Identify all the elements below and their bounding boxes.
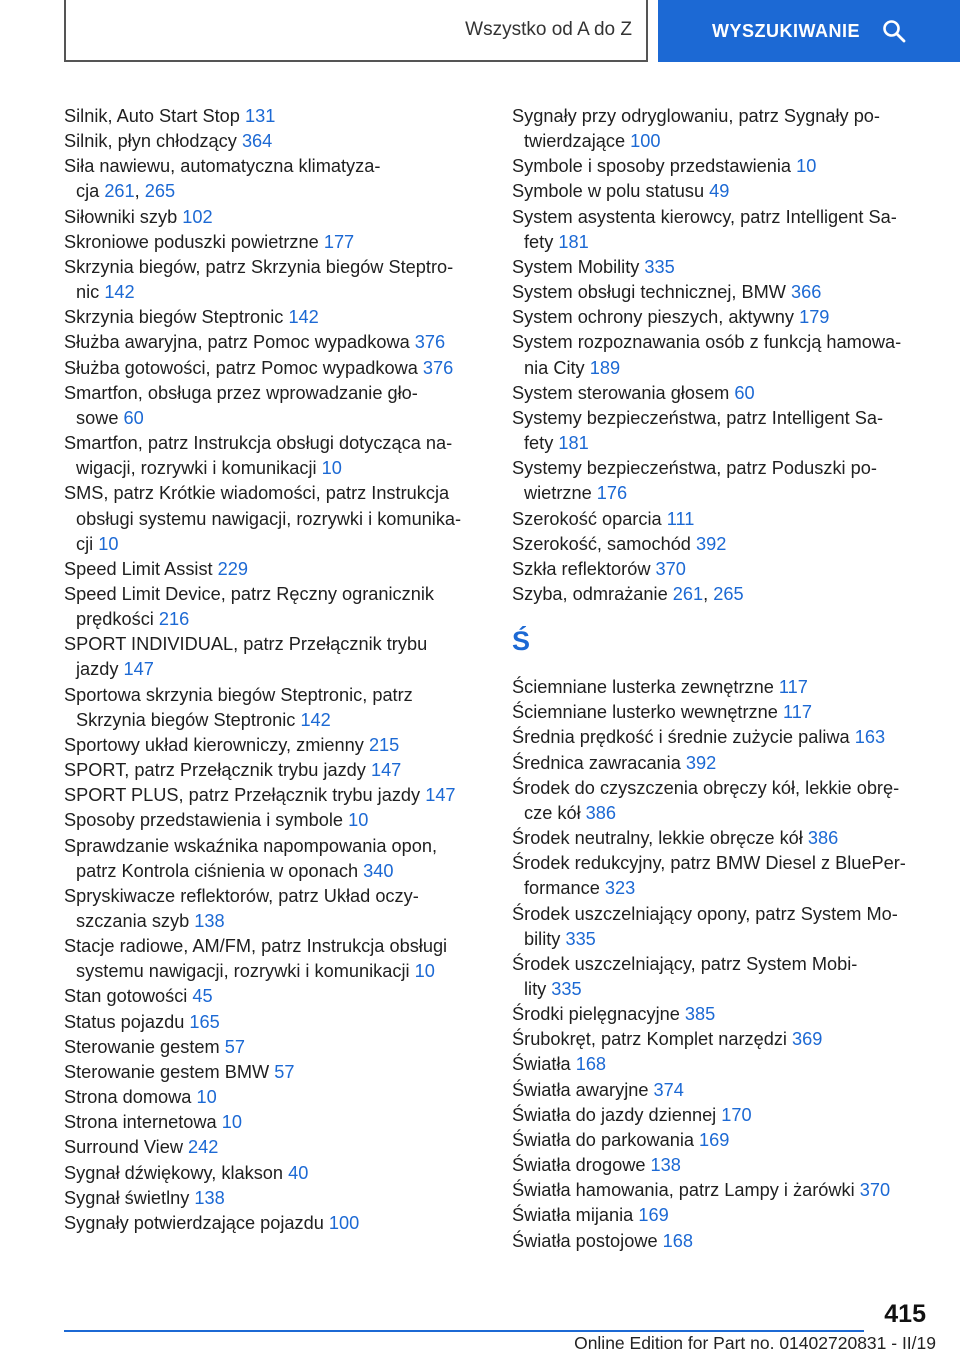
index-entry-text: Spryskiwacze reflektorów, patrz Układ oczy-: [64, 885, 419, 906]
page-link[interactable]: 215: [368, 734, 400, 755]
index-entry-text: Skrzynia biegów Steptronic: [76, 709, 296, 730]
index-entry-text: Szyba, odmrażanie: [512, 583, 668, 604]
index-entry: [512, 1078, 932, 1103]
index-entry-text: Sportowa skrzynia biegów Steptronic, patrz: [64, 684, 413, 705]
page-link[interactable]: 364: [241, 131, 273, 152]
page-link[interactable]: 117: [778, 677, 808, 698]
index-entry: [64, 330, 484, 355]
page-link[interactable]: 335: [565, 928, 596, 949]
index-entry-text: Smartfon, obsługa przez wprowadzanie gło-: [64, 382, 418, 403]
page-link[interactable]: 374: [653, 1079, 684, 1100]
page-link[interactable]: 169: [699, 1129, 730, 1150]
index-entry: [512, 154, 932, 179]
page-link[interactable]: 10: [414, 961, 435, 982]
tab-a-to-z-label: Wszystko od A do Z: [465, 19, 632, 40]
index-entry-text: jazdy: [76, 659, 119, 680]
index-entry-text: Symbole w polu statusu: [512, 181, 705, 202]
index-entry-text: Średnica zawracania: [512, 752, 681, 773]
footer-edition: Online Edition for Part no. 01402720831 - II/19: [574, 1333, 936, 1353]
page-link[interactable]: 176: [596, 483, 628, 504]
index-entry: [64, 758, 484, 783]
page-link[interactable]: 229: [217, 558, 249, 579]
index-entry-text: Speed Limit Device, patrz Ręczny ogranicznik: [64, 583, 434, 604]
index-entry-text: Skrzynia biegów, patrz Skrzynia biegów Steptro-: [64, 256, 454, 277]
index-entry-text: Surround View: [64, 1137, 183, 1158]
index-entry-text: patrz Kontrola ciśnienia w oponach: [76, 860, 359, 881]
index-entry-text: cze kół: [524, 802, 581, 823]
index-entry: [64, 733, 484, 758]
page-link[interactable]: 40: [288, 1162, 309, 1183]
page-link[interactable]: 60: [734, 382, 755, 403]
index-entry: [512, 104, 932, 154]
index-entry-text: Środek neutralny, lekkie obręcze kół: [512, 828, 803, 849]
page-link[interactable]: 370: [859, 1180, 891, 1201]
page-link[interactable]: 10: [98, 533, 119, 554]
page-link[interactable]: 10: [196, 1087, 217, 1108]
index-entry: Szyba, odmrażanie 261, 265: [512, 583, 744, 604]
index-entry-text: System rozpoznawania osób z funkcją hamowa-: [512, 332, 902, 353]
index-entry: [512, 1027, 932, 1052]
index-entry-text: Światła postojowe: [512, 1230, 658, 1251]
tab-search[interactable]: [658, 0, 960, 62]
index-entry: [64, 230, 484, 255]
page-link[interactable]: 131: [244, 106, 276, 126]
page-link[interactable]: 392: [696, 533, 727, 554]
index-entry: [64, 557, 484, 582]
page-link[interactable]: 147: [370, 760, 402, 781]
index-entry: [64, 431, 484, 481]
index-entry-text: Światła do jazdy dziennej: [512, 1104, 717, 1125]
page-link[interactable]: 142: [288, 307, 319, 328]
index-entry: [512, 280, 932, 305]
index-entry: [64, 1060, 484, 1085]
index-entry-text: Służba awaryjna, patrz Pomoc wypadkowa: [64, 332, 410, 353]
index-entry: [64, 884, 484, 934]
page-link[interactable]: 165: [189, 1011, 220, 1032]
index-entry: [512, 507, 932, 532]
index-entry-text: System sterowania głosem: [512, 382, 730, 403]
page-link[interactable]: 370: [655, 558, 686, 579]
page-link[interactable]: 168: [662, 1230, 694, 1251]
index-entry: [512, 205, 932, 255]
page-link[interactable]: 100: [630, 131, 661, 152]
page-link[interactable]: 335: [644, 256, 675, 277]
index-entry-text: Ściemniane lusterko wewnętrzne: [512, 702, 778, 723]
page-link[interactable]: 369: [792, 1029, 823, 1050]
index-entry-text: Skroniowe poduszki powietrzne: [64, 231, 319, 252]
index-entry-text: cji: [76, 533, 94, 554]
index-entry-text: Środek uszczelniający opony, patrz System Mo-: [512, 903, 898, 924]
index-entry: [512, 179, 932, 204]
index-entry: [64, 129, 484, 154]
index-entry-text: Sterowanie gestem: [64, 1036, 220, 1057]
page-link[interactable]: 117: [782, 702, 812, 723]
index-entry-text: Światła hamowania, patrz Lampy i żarówki: [512, 1180, 855, 1201]
index-entry-text: Stacje radiowe, AM/FM, patrz Instrukcja obsługi: [64, 936, 448, 957]
page-link[interactable]: 138: [194, 1187, 225, 1208]
index-entry: [512, 1203, 932, 1228]
page-link[interactable]: 60: [123, 407, 144, 428]
page-link[interactable]: 169: [638, 1205, 669, 1226]
page-link[interactable]: 385: [684, 1004, 716, 1025]
index-entry-text: Ściemniane lusterka zewnętrzne: [512, 677, 774, 698]
index-entry: [64, 205, 484, 230]
index-entry: [512, 1103, 932, 1128]
index-entry: [512, 725, 932, 750]
index-entry: [512, 1128, 932, 1153]
index-entry: [64, 381, 484, 431]
index-entry-text: SPORT INDIVIDUAL, patrz Przełącznik trybu: [64, 634, 428, 655]
page-link[interactable]: 216: [158, 609, 190, 630]
index-entry-text: SPORT PLUS, patrz Przełącznik trybu jazdy: [64, 785, 421, 806]
page-link[interactable]: 376: [422, 357, 454, 378]
index-entry-text: Siłowniki szyb: [64, 206, 178, 227]
index-entry: [512, 952, 932, 1002]
page-link[interactable]: 100: [328, 1212, 360, 1233]
search-icon: [882, 19, 906, 43]
page-link[interactable]: 386: [807, 828, 839, 849]
index-entry-text: Systemy bezpieczeństwa, patrz Poduszki po-: [512, 458, 877, 479]
index-entry: [512, 902, 932, 952]
tab-a-to-z[interactable]: [64, 0, 648, 62]
index-entry-text: formance: [524, 878, 600, 899]
index-entry-text: Sportowy układ kierowniczy, zmienny: [64, 734, 364, 755]
index-entry: [64, 582, 484, 632]
index-entry: [512, 826, 932, 851]
index-entry: [64, 1135, 484, 1160]
index-entry-text: Status pojazdu: [64, 1011, 185, 1032]
index-entry-text: Światła drogowe: [512, 1155, 646, 1176]
page-link[interactable]: 179: [799, 307, 830, 328]
index-entry: [64, 683, 484, 733]
index-entry-text: Silnik, płyn chłodzący: [64, 131, 237, 152]
index-entry-text: Sterowanie gestem BMW: [64, 1061, 270, 1082]
index-entry-text: Środek do czyszczenia obręczy kół, lekkie obrę-: [512, 777, 900, 798]
page-link[interactable]: 163: [854, 727, 886, 748]
index-entry-text: System obsługi technicznej, BMW: [512, 282, 786, 303]
index-entry-text: Strona internetowa: [64, 1112, 217, 1133]
index-entry-text: Szerokość oparcia: [512, 508, 662, 529]
page-link[interactable]: 10: [221, 1112, 242, 1133]
index-entry: [512, 305, 932, 330]
index-entry-text: nic: [76, 282, 100, 303]
index-entry-text: Silnik, Auto Start Stop: [64, 106, 240, 126]
index-entry-text: Środek redukcyjny, patrz BMW Diesel z BluePer-: [512, 853, 906, 874]
index-entry-text: System Mobility: [512, 256, 640, 277]
index-entry-text: Speed Limit Assist: [64, 558, 213, 579]
index-entry-text: Środki pielęgnacyjne: [512, 1004, 680, 1025]
page-link[interactable]: 147: [425, 785, 456, 806]
index-entry: [512, 381, 932, 406]
top-navigation: [0, 0, 960, 66]
index-entry: [64, 1211, 484, 1236]
index-entry-text: SPORT, patrz Przełącznik trybu jazdy: [64, 760, 366, 781]
index-column-left: [64, 104, 484, 1236]
page-link[interactable]: 138: [194, 911, 225, 931]
index-entry: [64, 104, 484, 129]
index-entry: [512, 456, 932, 506]
page-link[interactable]: 366: [791, 282, 822, 303]
index-entry: [512, 1052, 932, 1077]
index-entry-text: Światła: [512, 1054, 571, 1075]
page-link[interactable]: 392: [685, 752, 717, 773]
page-number: 415: [884, 1300, 926, 1328]
index-entry-text: szczania szyb: [76, 911, 190, 931]
page-link[interactable]: 170: [721, 1104, 752, 1125]
page-link[interactable]: 335: [551, 979, 582, 999]
index-entry-text: Stan gotowości: [64, 986, 188, 1007]
page-link[interactable]: 189: [589, 357, 621, 378]
index-entry: [512, 1229, 932, 1254]
page-link[interactable]: 10: [796, 156, 817, 177]
page-link[interactable]: 177: [323, 231, 355, 252]
page-link[interactable]: 49: [709, 181, 730, 202]
index-entry: [512, 751, 932, 776]
footer-divider: [64, 1330, 864, 1332]
index-entry-text: Smartfon, patrz Instrukcja obsługi dotycząca na-: [64, 433, 453, 454]
index-entry: [512, 255, 932, 280]
page-link[interactable]: 181: [558, 231, 589, 252]
index-entry-text: Systemy bezpieczeństwa, patrz Intelligent Sa-: [512, 407, 883, 428]
index-entry: [512, 330, 932, 380]
index-entry: [512, 1002, 932, 1027]
index-entry: [64, 1035, 484, 1060]
index-entry-text: Średnia prędkość i średnie zużycie paliwa: [512, 727, 850, 748]
index-entry-text: Sprawdzanie wskaźnika napompowania opon,: [64, 835, 438, 856]
index-entry-text: SMS, patrz Krótkie wiadomości, patrz Instrukcja: [64, 483, 450, 504]
index-entry-text: wigacji, rozrywki i komunikacji: [76, 458, 317, 479]
page-link[interactable]: 261: [104, 181, 135, 202]
index-entry: [64, 255, 484, 305]
page-link[interactable]: 242: [188, 1137, 219, 1158]
index-entry: [64, 356, 484, 381]
index-entry: [64, 808, 484, 833]
page-link[interactable]: 323: [604, 878, 636, 899]
index-entry-text: lity: [524, 979, 547, 999]
page-link[interactable]: 102: [182, 206, 213, 227]
index-entry-text: twierdzające: [524, 131, 626, 152]
index-entry: [64, 783, 484, 808]
page-link[interactable]: 265: [713, 583, 744, 604]
page-link[interactable]: 142: [300, 709, 331, 730]
index-entry: [64, 934, 484, 984]
index-entry-text: Siła nawiewu, automatyczna klimatyza-: [64, 156, 381, 177]
index-entry: [64, 1085, 484, 1110]
index-entry-text: Sposoby przedstawienia i symbole: [64, 810, 344, 831]
index-entry-text: Sygnały potwierdzające pojazdu: [64, 1212, 324, 1233]
index-entry: [64, 1110, 484, 1135]
page-link[interactable]: 147: [123, 659, 154, 680]
index-entry: [512, 675, 932, 700]
index-entry-text: Światła mijania: [512, 1205, 634, 1226]
page-link[interactable]: 181: [558, 433, 589, 454]
index-column-right: [512, 104, 932, 1254]
index-entry: [512, 1178, 932, 1203]
index-entry-text: wietrzne: [524, 483, 592, 504]
index-entry-text: sowe: [76, 407, 119, 428]
index-entry-text: fety: [524, 433, 554, 454]
index-entry-text: nia City: [524, 357, 585, 378]
index-entry-text: Szerokość, samochód: [512, 533, 691, 554]
index-entry-text: fety: [524, 231, 554, 252]
index-entry-text: Sygnał dźwiękowy, klakson: [64, 1162, 284, 1183]
index-letter-heading: Ś: [512, 626, 531, 657]
index-entry-text: prędkości: [76, 609, 154, 630]
page-link[interactable]: 386: [585, 802, 617, 823]
index-entry: Siła nawiewu, automatyczna klimatyza- cja 261, 265: [64, 156, 381, 202]
index-entry: [512, 532, 932, 557]
index-entry: [512, 851, 932, 901]
index-entry-text: Skrzynia biegów Steptronic: [64, 307, 284, 328]
index-entry: [512, 776, 932, 826]
index-entry: [64, 1186, 484, 1211]
index-entry-text: Środek uszczelniający, patrz System Mobi-: [512, 953, 858, 974]
page-link[interactable]: 265: [144, 181, 176, 202]
index-entry: [512, 700, 932, 725]
index-entry: [64, 984, 484, 1009]
index-entry-text: Śrubokręt, patrz Komplet narzędzi: [512, 1029, 787, 1050]
index-entry-text: Sygnały przy odryglowaniu, patrz Sygnały po-: [512, 106, 880, 126]
index-entry: [64, 305, 484, 330]
page-link[interactable]: 111: [666, 508, 695, 529]
index-entry-text: System ochrony pieszych, aktywny: [512, 307, 795, 328]
page-link[interactable]: 340: [363, 860, 394, 881]
index-entry: [64, 632, 484, 682]
index-entry-text: System asystenta kierowcy, patrz Intelligent Sa-: [512, 206, 897, 227]
page-link[interactable]: 142: [104, 282, 135, 303]
index-entry: [64, 1010, 484, 1035]
index-entry: [64, 1161, 484, 1186]
index-entry: [64, 834, 484, 884]
index-entry-text: cja: [76, 181, 100, 202]
index-entry: [512, 406, 932, 456]
tab-search-label: WYSZUKIWANIE: [712, 20, 860, 41]
page-link[interactable]: 168: [575, 1054, 607, 1075]
index-entry-text: obsługi systemu nawigacji, rozrywki i komunika-: [76, 508, 462, 529]
index-entry-text: Światła do parkowania: [512, 1129, 694, 1150]
index-entry-text: Sygnał świetlny: [64, 1187, 190, 1208]
page-link[interactable]: 261: [672, 583, 704, 604]
index-entry: [64, 481, 484, 556]
index-entry-text: Szkła reflektorów: [512, 558, 651, 579]
page-link[interactable]: 376: [414, 332, 446, 353]
index-entry-text: Strona domowa: [64, 1087, 192, 1108]
page-link[interactable]: 138: [650, 1155, 681, 1176]
index-entry-text: systemu nawigacji, rozrywki i komunikacji: [76, 961, 410, 982]
page-link[interactable]: 10: [348, 810, 369, 831]
index-entry: [512, 1153, 932, 1178]
page-link[interactable]: 10: [321, 458, 342, 479]
page-link[interactable]: 57: [274, 1061, 295, 1082]
index-entry-text: Światła awaryjne: [512, 1079, 649, 1100]
index-entry-text: bility: [524, 928, 561, 949]
index-entry-text: Służba gotowości, patrz Pomoc wypadkowa: [64, 357, 418, 378]
page-link[interactable]: 57: [224, 1036, 245, 1057]
index-entry-text: Symbole i sposoby przedstawienia: [512, 156, 792, 177]
page-link[interactable]: 45: [192, 986, 213, 1007]
index-entry: [512, 557, 932, 582]
